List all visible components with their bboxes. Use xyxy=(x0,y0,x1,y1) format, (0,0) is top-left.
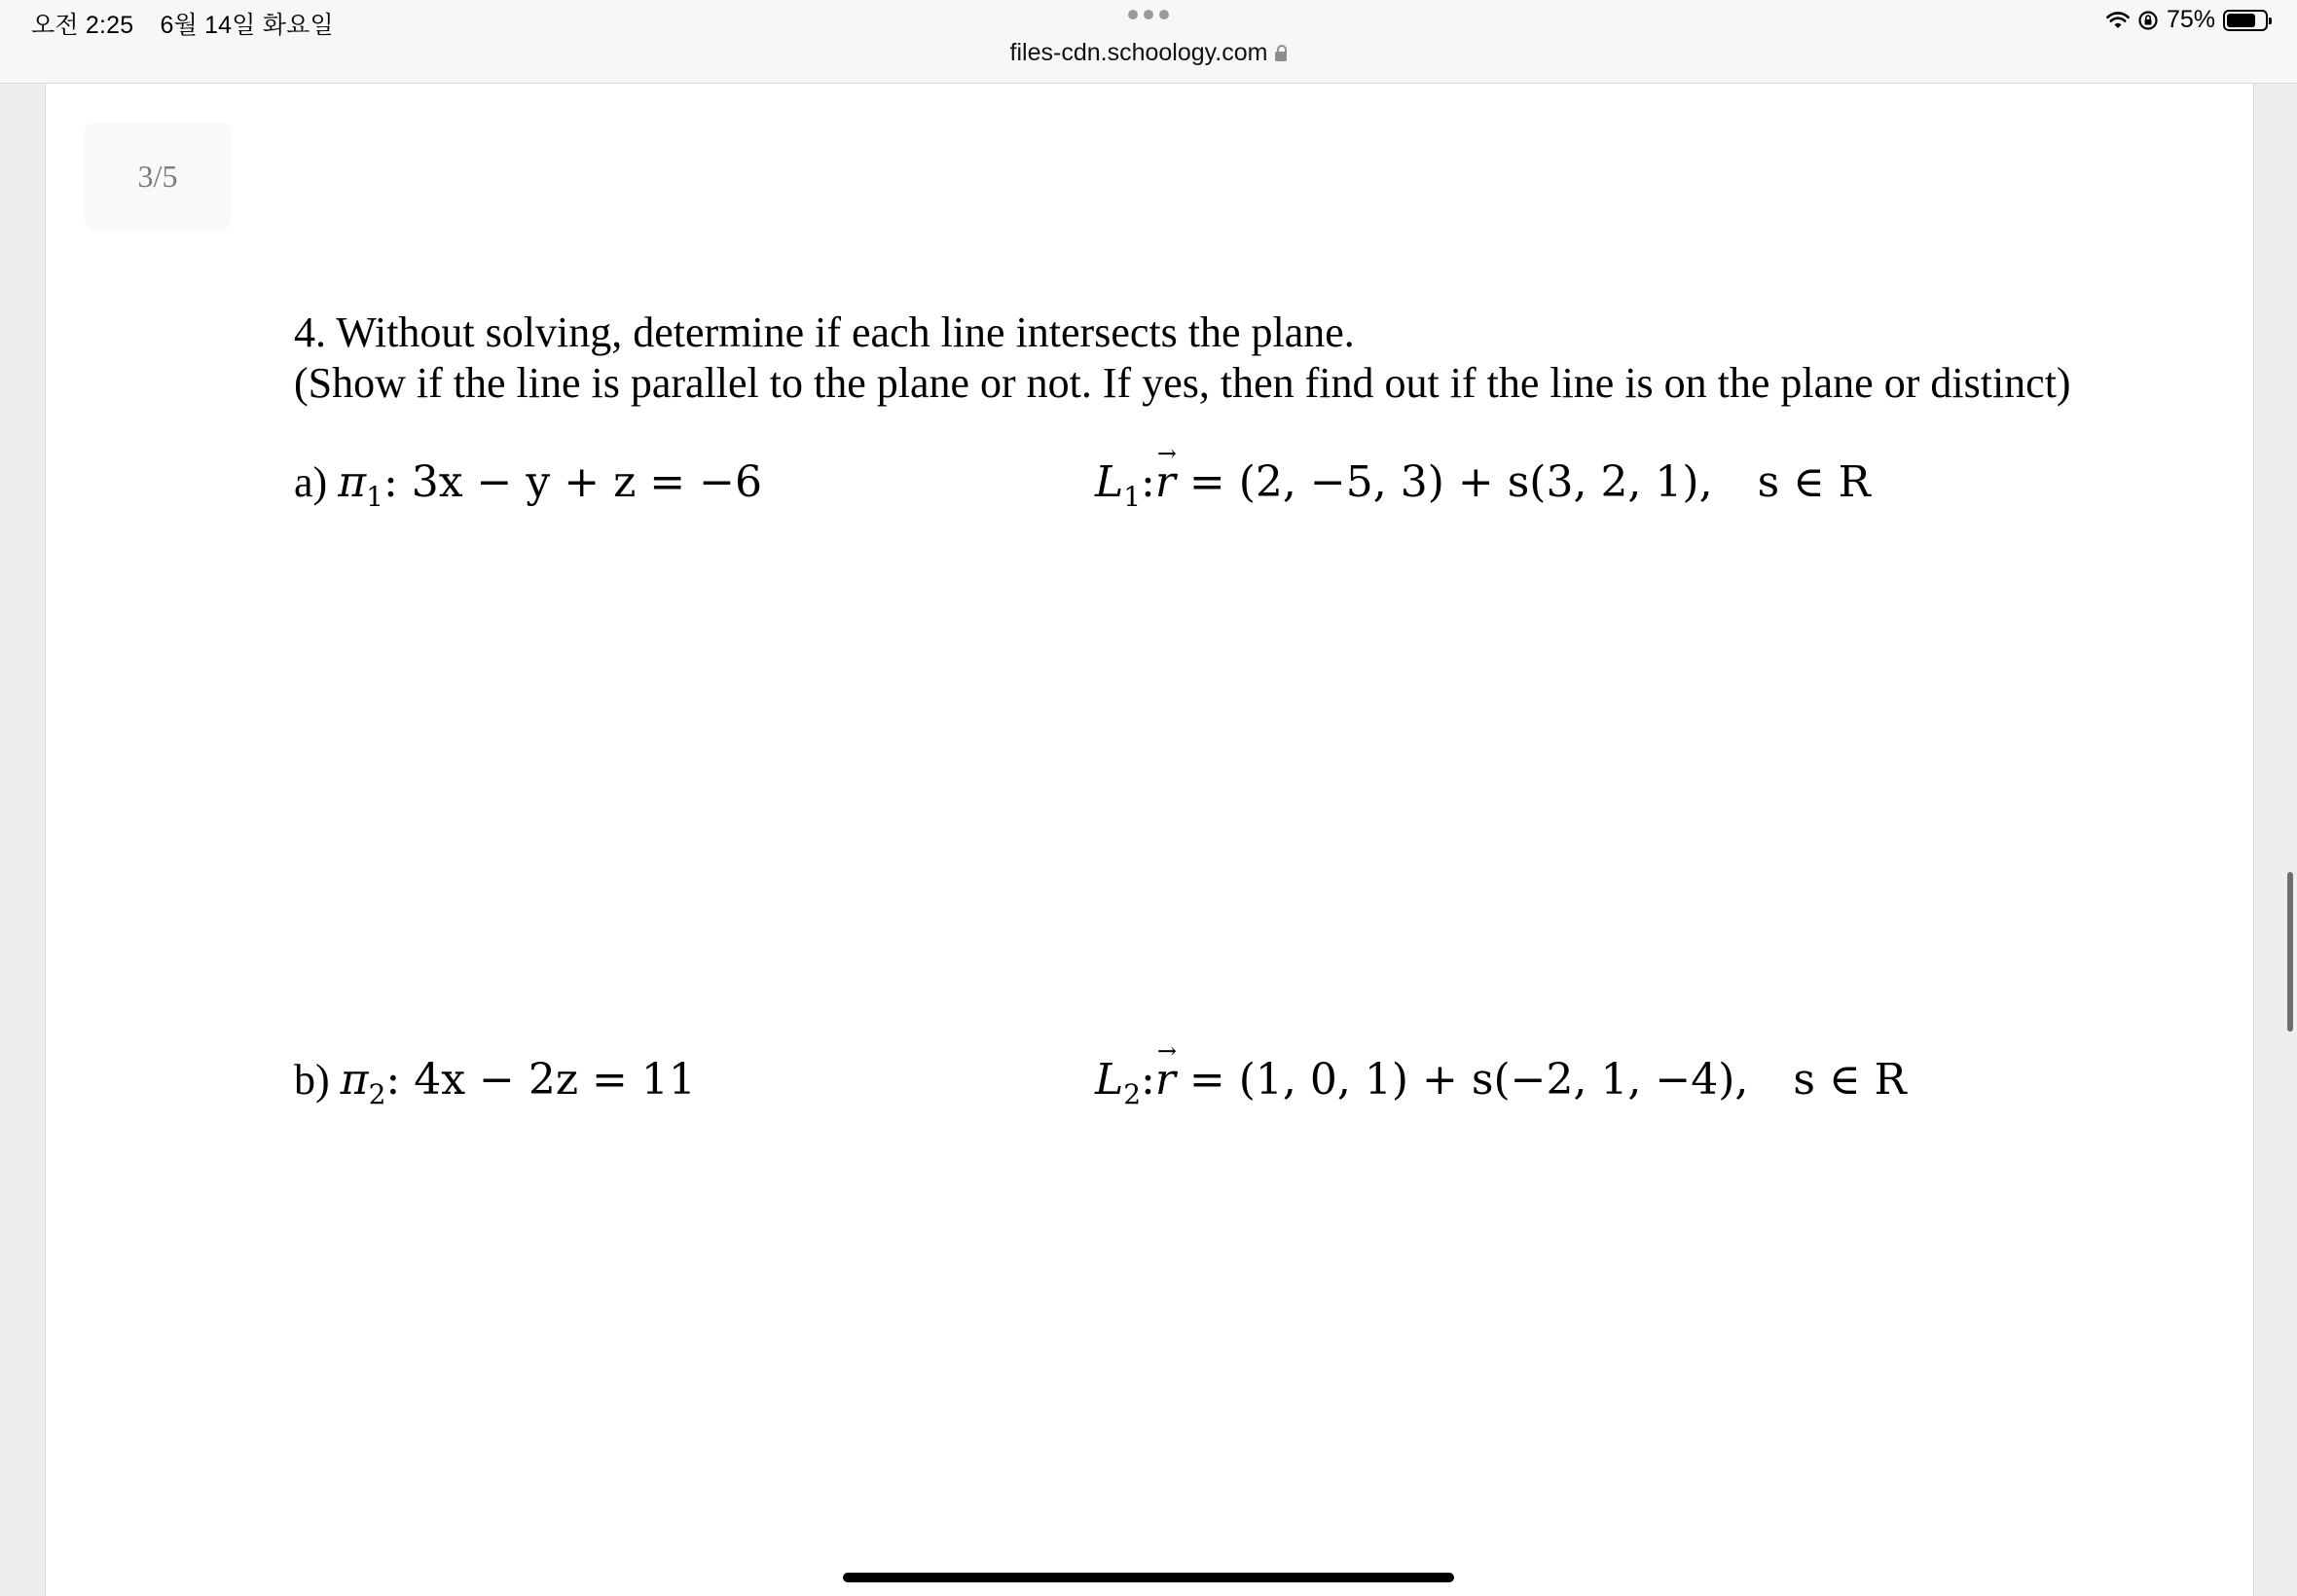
part-a-line-sub: 1 xyxy=(1123,481,1142,513)
part-a-line-eq: = (2, −5, 3) + s(3, 2, 1), xyxy=(1175,457,1713,507)
question-instruction: (Show if the line is parallel to the plane or not. If yes, then find out if the line is on the plane or distinct) xyxy=(294,359,2071,407)
lock-icon xyxy=(1275,52,1287,61)
battery-percent: 75% xyxy=(2166,6,2215,33)
part-a-param: s ∈ R xyxy=(1757,457,1871,507)
part-b-line-sub: 2 xyxy=(1123,1078,1142,1110)
part-a-plane xyxy=(294,457,762,513)
part-a-line-name: L xyxy=(1095,457,1124,507)
part-a-plane-sub: 1 xyxy=(366,481,383,513)
part-b-line-name: L xyxy=(1095,1055,1124,1105)
part-a-plane-eq: : 3x − y + z = −6 xyxy=(383,457,762,507)
status-bar xyxy=(0,0,2297,84)
part-a-line: $L_1:\to r = (2$, −5, 3) + s(3, 2, 1), s ∈ R xyxy=(1095,457,1871,507)
status-time-date xyxy=(31,6,334,41)
status-time: 오전 2:25 xyxy=(31,12,134,39)
vertical-scrollbar[interactable] xyxy=(2287,872,2293,1032)
part-b-plane xyxy=(294,1055,696,1110)
question-title: 4. Without solving, determine if each line intersects the plane. xyxy=(294,308,1355,356)
part-b-plane-name: π xyxy=(340,1055,369,1105)
status-date: 6월 14일 화요일 xyxy=(160,12,334,39)
home-indicator[interactable] xyxy=(843,1573,1454,1582)
wifi-icon xyxy=(2106,12,2130,29)
document-viewer[interactable] xyxy=(0,84,2297,1596)
part-b-line-eq: = (1, 0, 1) + s(−2, 1, −4), xyxy=(1175,1055,1749,1105)
part-a-label: a) xyxy=(294,458,339,506)
part-a-line-r: → r xyxy=(1155,457,1176,507)
part-b-plane-eq: : 4x − 2z = 11 xyxy=(385,1055,696,1105)
document-page xyxy=(45,84,2254,1596)
battery-icon xyxy=(2223,10,2268,31)
status-indicators xyxy=(2106,6,2268,34)
part-b-label: b) xyxy=(294,1056,341,1104)
more-dots-icon[interactable] xyxy=(1128,10,1169,19)
part-a-plane-name: π xyxy=(338,457,367,507)
url-text: files-cdn.schoology.com xyxy=(1009,39,1268,66)
part-b-param: s ∈ R xyxy=(1793,1055,1907,1105)
page-indicator: 3/5 xyxy=(85,123,231,230)
part-b-plane-sub: 2 xyxy=(368,1078,386,1110)
part-b-line: $L_2:\to r = (1$, 0, 1) + s(−2, 1, −4), s ∈ R xyxy=(1095,1055,1907,1105)
rotation-lock-icon xyxy=(2137,10,2159,31)
part-b-line-r: → r xyxy=(1155,1055,1176,1105)
battery-fill xyxy=(2227,14,2255,27)
address-bar[interactable] xyxy=(0,39,2297,67)
